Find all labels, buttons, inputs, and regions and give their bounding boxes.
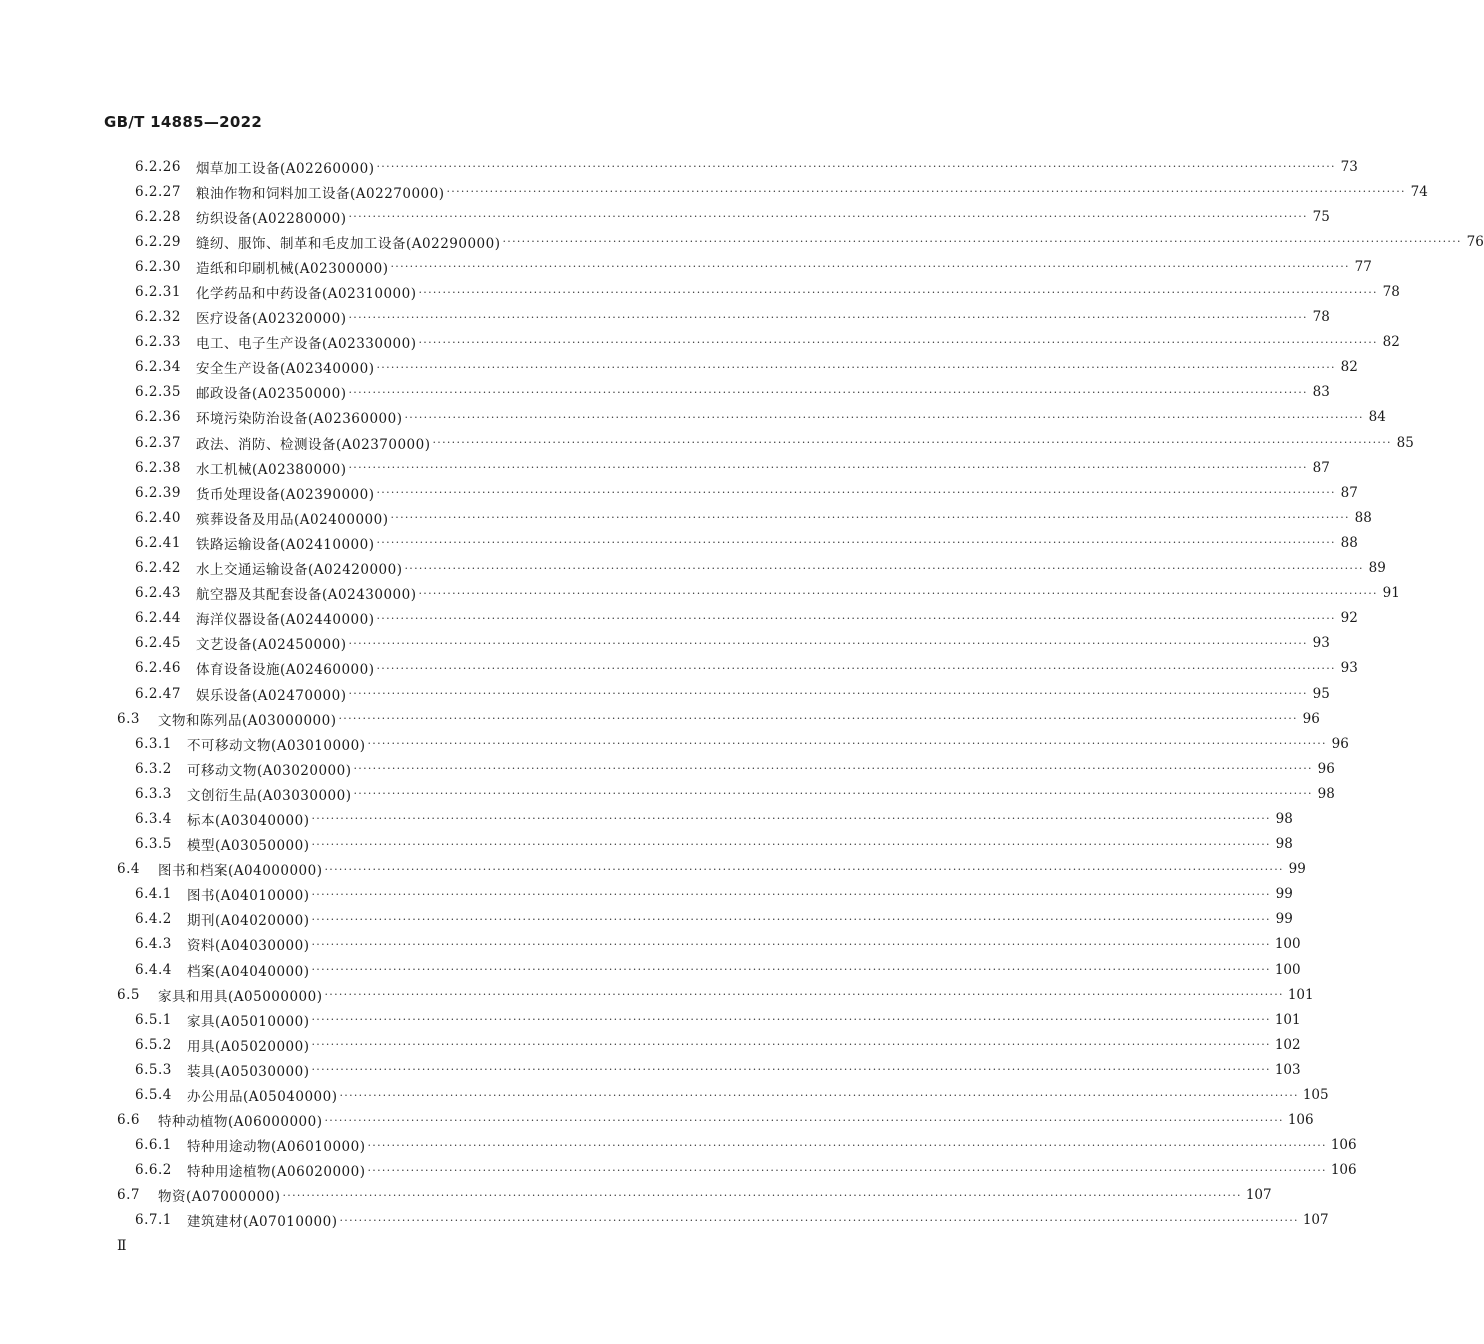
toc-entry-number: 6.2.46 [135, 660, 181, 677]
toc-entry[interactable] [0, 204, 1330, 229]
toc-entry-number: 6.2.41 [135, 534, 181, 551]
toc-entry-page: 78 [1382, 284, 1400, 301]
toc-entry-page: 99 [1275, 886, 1293, 903]
toc-entry-page: 106 [1330, 1137, 1357, 1154]
page-number: Ⅱ [117, 1238, 127, 1254]
toc-entry[interactable] [0, 656, 1358, 681]
toc-entry-page: 84 [1368, 409, 1386, 426]
toc-entry-title: 建筑建材(A07010000) [187, 1214, 338, 1231]
dot-leader: ········································································································································································································ [324, 1113, 1284, 1127]
toc-entry-number: 6.7 [117, 1187, 140, 1204]
toc-entry[interactable] [0, 857, 1306, 882]
toc-entry[interactable] [0, 1032, 1301, 1057]
toc-entry[interactable] [0, 1007, 1301, 1032]
toc-entry-number: 6.2.31 [135, 284, 181, 301]
toc-entry[interactable] [0, 882, 1293, 907]
toc-entry-page: 101 [1274, 1011, 1301, 1028]
toc-entry-page: 91 [1382, 585, 1400, 602]
toc-entry-number: 6.7.1 [135, 1212, 172, 1229]
toc-entry-title: 文艺设备(A02450000) [196, 637, 347, 654]
toc-entry-number: 6.4.3 [135, 936, 172, 953]
toc-entry-page: 87 [1312, 459, 1330, 476]
dot-leader: ········································································································································································································ [324, 988, 1284, 1002]
toc-entry-number: 6.2.28 [135, 208, 181, 225]
toc-entry-page: 83 [1312, 384, 1330, 401]
toc-entry-number: 6.2.43 [135, 585, 181, 602]
toc-entry-title: 海洋仪器设备(A02440000) [196, 612, 375, 629]
toc-entry-title: 办公用品(A05040000) [187, 1089, 338, 1106]
toc-entry-page: 95 [1312, 685, 1330, 702]
toc-entry-page: 88 [1354, 509, 1372, 526]
toc-entry[interactable] [0, 706, 1320, 731]
dot-leader: ········································································································································································································ [311, 812, 1271, 826]
toc-entry[interactable] [0, 957, 1301, 982]
toc-entry-number: 6.5.4 [135, 1087, 172, 1104]
toc-entry-title: 可移动文物(A03020000) [187, 762, 352, 779]
toc-entry-page: 77 [1354, 258, 1372, 275]
toc-entry-number: 6.2.26 [135, 158, 181, 175]
toc-entry-title: 模型(A03050000) [187, 838, 310, 855]
toc-entry-title: 殡葬设备及用品(A02400000) [196, 511, 389, 528]
toc-entry[interactable] [0, 229, 1484, 254]
toc-entry[interactable] [0, 907, 1293, 932]
toc-entry-number: 6.2.39 [135, 484, 181, 501]
toc-entry-page: 73 [1340, 158, 1358, 175]
toc-entry-page: 87 [1340, 484, 1358, 501]
dot-leader: ········································································································································································································ [348, 210, 1308, 224]
dot-leader: ········································································································································································································ [348, 687, 1308, 701]
dot-leader: ········································································································································································································ [418, 285, 1378, 299]
toc-entry-page: 93 [1312, 635, 1330, 652]
toc-entry[interactable] [0, 1082, 1329, 1107]
toc-entry-title: 铁路运输设备(A02410000) [196, 536, 375, 553]
toc-entry[interactable] [0, 1183, 1272, 1208]
toc-entry-page: 107 [1302, 1212, 1329, 1229]
toc-entry-number: 6.5 [117, 986, 140, 1003]
table-of-contents [0, 154, 1484, 1233]
toc-entry-title: 档案(A04040000) [187, 963, 310, 980]
toc-entry-page: 98 [1317, 785, 1335, 802]
toc-entry[interactable] [0, 254, 1372, 279]
toc-entry-number: 6.3.2 [135, 760, 172, 777]
toc-entry-page: 106 [1330, 1162, 1357, 1179]
dot-leader: ········································································································································································································ [348, 461, 1308, 475]
toc-entry[interactable] [0, 355, 1358, 380]
toc-entry-number: 6.2.44 [135, 610, 181, 627]
dot-leader: ········································································································································································································ [311, 937, 1271, 951]
dot-leader: ········································································································································································································ [376, 611, 1336, 625]
toc-entry[interactable] [0, 455, 1330, 480]
toc-entry-page: 85 [1396, 434, 1414, 451]
toc-entry-title: 特种用途植物(A06020000) [187, 1164, 366, 1181]
toc-entry-page: 74 [1410, 183, 1428, 200]
toc-entry-number: 6.3 [117, 710, 140, 727]
toc-entry[interactable] [0, 1158, 1357, 1183]
toc-entry-title: 图书和档案(A04000000) [158, 863, 323, 880]
toc-entry-number: 6.4 [117, 861, 140, 878]
standard-code-header: GB/T 14885—2022 [104, 113, 263, 131]
toc-entry-page: 93 [1340, 660, 1358, 677]
toc-entry-number: 6.2.30 [135, 258, 181, 275]
toc-entry[interactable] [0, 781, 1335, 806]
toc-entry-title: 家具(A05010000) [187, 1013, 310, 1030]
toc-entry-number: 6.6.2 [135, 1162, 172, 1179]
toc-entry[interactable] [0, 1108, 1314, 1133]
dot-leader: ········································································································································································································ [404, 410, 1364, 424]
dot-leader: ········································································································································································································ [311, 1063, 1271, 1077]
toc-entry-number: 6.2.47 [135, 685, 181, 702]
toc-entry-number: 6.2.35 [135, 384, 181, 401]
dot-leader: ········································································································································································································ [324, 862, 1284, 876]
toc-entry[interactable] [0, 380, 1330, 405]
toc-entry-title: 政法、消防、检测设备(A02370000) [196, 436, 431, 453]
dot-leader: ········································································································································································································ [311, 1013, 1271, 1027]
dot-leader: ········································································································································································································ [353, 787, 1313, 801]
toc-entry[interactable] [0, 756, 1335, 781]
toc-entry-title: 体育设备设施(A02460000) [196, 662, 375, 679]
toc-entry-title: 文创衍生品(A03030000) [187, 787, 352, 804]
toc-entry-number: 6.2.29 [135, 233, 181, 250]
toc-entry-page: 92 [1340, 610, 1358, 627]
dot-leader: ········································································································································································································ [311, 887, 1271, 901]
toc-entry-page: 82 [1340, 359, 1358, 376]
dot-leader: ········································································································································································································ [348, 636, 1308, 650]
toc-entry-title: 造纸和印刷机械(A02300000) [196, 260, 389, 277]
toc-entry-title: 物资(A07000000) [158, 1189, 281, 1206]
dot-leader: ········································································································································································································ [282, 1188, 1242, 1202]
toc-entry[interactable] [0, 430, 1414, 455]
toc-entry-number: 6.2.37 [135, 434, 181, 451]
toc-entry-number: 6.2.32 [135, 309, 181, 326]
toc-entry-page: 103 [1274, 1061, 1301, 1078]
toc-entry-title: 烟草加工设备(A02260000) [196, 160, 375, 177]
toc-entry[interactable] [0, 1208, 1329, 1233]
toc-entry-number: 6.3.3 [135, 785, 172, 802]
toc-entry[interactable] [0, 1133, 1357, 1158]
dot-leader: ········································································································································································································ [376, 661, 1336, 675]
toc-entry-number: 6.3.1 [135, 735, 172, 752]
toc-entry[interactable] [0, 832, 1293, 857]
dot-leader: ········································································································································································································ [348, 385, 1308, 399]
toc-entry[interactable] [0, 154, 1358, 179]
toc-entry-number: 6.4.1 [135, 886, 172, 903]
dot-leader: ········································································································································································································ [339, 1088, 1299, 1102]
toc-entry-number: 6.3.5 [135, 836, 172, 853]
toc-entry-title: 标本(A03040000) [187, 812, 310, 829]
toc-entry-number: 6.2.38 [135, 459, 181, 476]
toc-entry[interactable] [0, 480, 1358, 505]
toc-entry-title: 期刊(A04020000) [187, 913, 310, 930]
dot-leader: ········································································································································································································ [311, 1038, 1271, 1052]
toc-entry-title: 邮政设备(A02350000) [196, 386, 347, 403]
toc-entry-title: 电工、电子生产设备(A02330000) [196, 336, 417, 353]
toc-entry-title: 水工机械(A02380000) [196, 461, 347, 478]
dot-leader: ········································································································································································································ [311, 963, 1271, 977]
toc-entry-page: 99 [1275, 911, 1293, 928]
toc-entry[interactable] [0, 330, 1400, 355]
toc-entry-title: 航空器及其配套设备(A02430000) [196, 587, 417, 604]
toc-entry[interactable] [0, 631, 1330, 656]
toc-entry[interactable] [0, 279, 1400, 304]
dot-leader: ········································································································································································································ [446, 185, 1406, 199]
toc-entry-title: 不可移动文物(A03010000) [187, 737, 366, 754]
dot-leader: ········································································································································································································ [404, 561, 1364, 575]
toc-entry-page: 100 [1274, 961, 1301, 978]
toc-entry-title: 安全生产设备(A02340000) [196, 361, 375, 378]
toc-entry-page: 75 [1312, 208, 1330, 225]
dot-leader: ········································································································································································································ [338, 712, 1298, 726]
dot-leader: ········································································································································································································ [418, 586, 1378, 600]
toc-entry[interactable] [0, 1057, 1301, 1082]
toc-entry-number: 6.3.4 [135, 810, 172, 827]
dot-leader: ········································································································································································································ [376, 160, 1336, 174]
toc-entry-page: 78 [1312, 309, 1330, 326]
toc-entry-title: 粮油作物和饲料加工设备(A02270000) [196, 185, 445, 202]
toc-entry-page: 101 [1287, 986, 1314, 1003]
toc-entry-page: 96 [1331, 735, 1349, 752]
toc-entry-number: 6.2.27 [135, 183, 181, 200]
toc-entry-page: 82 [1382, 334, 1400, 351]
toc-entry-number: 6.2.36 [135, 409, 181, 426]
toc-entry-page: 102 [1274, 1036, 1301, 1053]
toc-entry-page: 96 [1317, 760, 1335, 777]
toc-entry-number: 6.5.1 [135, 1011, 172, 1028]
dot-leader: ········································································································································································································ [376, 360, 1336, 374]
dot-leader: ········································································································································································································ [390, 260, 1350, 274]
dot-leader: ········································································································································································································ [418, 335, 1378, 349]
toc-entry-page: 99 [1288, 861, 1306, 878]
toc-entry[interactable] [0, 505, 1372, 530]
toc-entry[interactable] [0, 982, 1314, 1007]
dot-leader: ········································································································································································································ [348, 310, 1308, 324]
toc-entry[interactable] [0, 731, 1349, 756]
toc-entry-number: 6.5.2 [135, 1036, 172, 1053]
toc-entry-title: 特种动植物(A06000000) [158, 1114, 323, 1131]
toc-entry-title: 娱乐设备(A02470000) [196, 687, 347, 704]
toc-entry-number: 6.2.40 [135, 509, 181, 526]
dot-leader: ········································································································································································································ [390, 511, 1350, 525]
toc-entry[interactable] [0, 405, 1386, 430]
toc-entry-page: 89 [1368, 560, 1386, 577]
toc-entry-title: 纺织设备(A02280000) [196, 210, 347, 227]
toc-entry-page: 76 [1466, 233, 1484, 250]
toc-entry-page: 88 [1340, 534, 1358, 551]
toc-entry-title: 家具和用具(A05000000) [158, 988, 323, 1005]
toc-entry-number: 6.4.4 [135, 961, 172, 978]
dot-leader: ········································································································································································································ [353, 762, 1313, 776]
toc-entry-title: 水上交通运输设备(A02420000) [196, 562, 403, 579]
toc-entry-title: 资料(A04030000) [187, 938, 310, 955]
toc-entry[interactable] [0, 681, 1330, 706]
toc-entry-page: 98 [1275, 836, 1293, 853]
toc-entry-page: 105 [1302, 1087, 1329, 1104]
dot-leader: ········································································································································································································ [376, 486, 1336, 500]
dot-leader: ········································································································································································································ [311, 837, 1271, 851]
toc-entry-page: 100 [1274, 936, 1301, 953]
toc-entry[interactable] [0, 556, 1386, 581]
toc-entry-page: 106 [1287, 1112, 1314, 1129]
toc-entry-title: 缝纫、服饰、制革和毛皮加工设备(A02290000) [196, 235, 501, 252]
toc-entry-page: 107 [1245, 1187, 1272, 1204]
toc-entry-number: 6.2.34 [135, 359, 181, 376]
toc-entry-title: 化学药品和中药设备(A02310000) [196, 286, 417, 303]
toc-entry-number: 6.6 [117, 1112, 140, 1129]
dot-leader: ········································································································································································································ [502, 235, 1462, 249]
dot-leader: ········································································································································································································ [367, 1138, 1327, 1152]
dot-leader: ········································································································································································································ [376, 536, 1336, 550]
toc-entry[interactable] [0, 606, 1358, 631]
toc-entry-title: 医疗设备(A02320000) [196, 311, 347, 328]
dot-leader: ········································································································································································································ [367, 737, 1327, 751]
toc-entry-title: 货币处理设备(A02390000) [196, 486, 375, 503]
toc-entry[interactable] [0, 581, 1400, 606]
toc-entry[interactable] [0, 305, 1330, 330]
dot-leader: ········································································································································································································ [311, 912, 1271, 926]
dot-leader: ········································································································································································································ [367, 1163, 1327, 1177]
toc-entry-title: 文物和陈列品(A03000000) [158, 712, 337, 729]
toc-entry[interactable] [0, 530, 1358, 555]
toc-entry-title: 图书(A04010000) [187, 888, 310, 905]
toc-entry-title: 装具(A05030000) [187, 1063, 310, 1080]
toc-entry-title: 用具(A05020000) [187, 1038, 310, 1055]
toc-entry[interactable] [0, 932, 1301, 957]
toc-entry-page: 96 [1302, 710, 1320, 727]
dot-leader: ········································································································································································································ [432, 436, 1392, 450]
toc-entry-number: 6.6.1 [135, 1137, 172, 1154]
toc-entry-number: 6.4.2 [135, 911, 172, 928]
toc-entry-number: 6.2.42 [135, 560, 181, 577]
toc-entry[interactable] [0, 806, 1293, 831]
toc-entry-number: 6.2.45 [135, 635, 181, 652]
toc-entry[interactable] [0, 179, 1428, 204]
toc-entry-number: 6.2.33 [135, 334, 181, 351]
toc-entry-title: 环境污染防治设备(A02360000) [196, 411, 403, 428]
toc-entry-number: 6.5.3 [135, 1061, 172, 1078]
toc-entry-page: 98 [1275, 810, 1293, 827]
dot-leader: ········································································································································································································ [339, 1213, 1299, 1227]
toc-entry-title: 特种用途动物(A06010000) [187, 1139, 366, 1156]
